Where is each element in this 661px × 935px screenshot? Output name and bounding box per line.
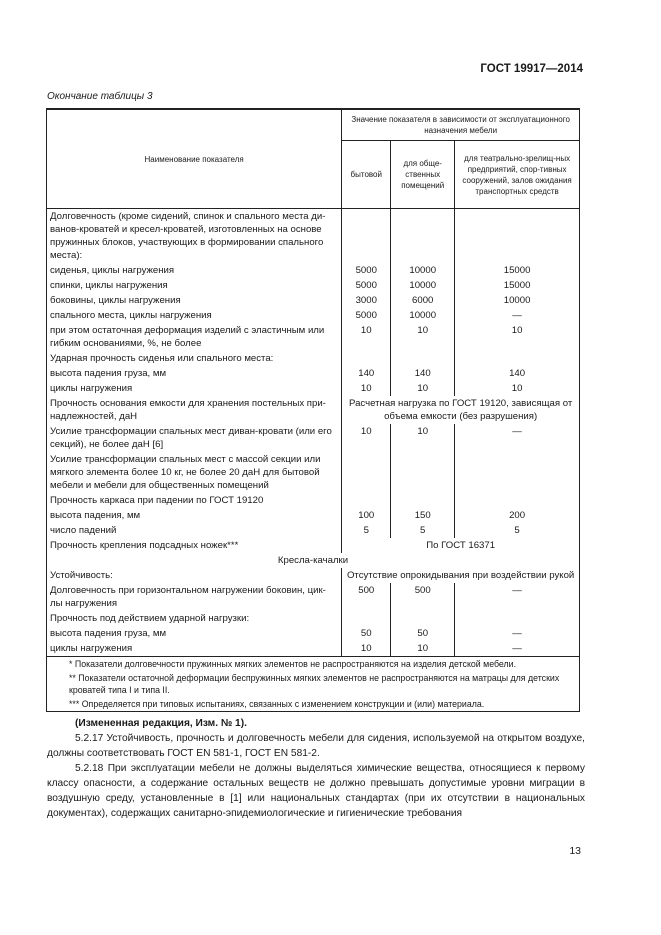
value-theatre [455,452,580,493]
column-header-home: бытовой [342,141,391,209]
value-public: 10 [391,641,455,657]
row-label: сиденья, циклы нагружения [47,263,342,278]
row-label: при этом остаточная деформация изделий с эластичным или гибким основаниями, %, не более [47,323,342,351]
value-home [342,611,391,626]
value-theatre: 5 [455,523,580,538]
row-label: циклы нагружения [47,381,342,396]
value-public [391,493,455,508]
value-home: 100 [342,508,391,523]
row-label: Долговечность при горизонтальном нагружении боковин, цик-лы нагружения [47,583,342,611]
merged-value-cell: По ГОСТ 16371 [342,538,580,553]
value-theatre: 140 [455,366,580,381]
table-row [47,452,580,493]
row-label: высота падения, мм [47,508,342,523]
table-row [47,424,580,452]
standard-number: ГОСТ 19917—2014 [480,63,583,75]
value-home: 10 [342,381,391,396]
value-theatre: 15000 [455,278,580,293]
row-label: Ударная прочность сиденья или спального места: [47,351,342,366]
value-theatre [455,209,580,264]
value-public: 10000 [391,308,455,323]
value-public: 10000 [391,278,455,293]
row-label: Устойчивость: [47,568,342,583]
table-row [47,396,580,424]
value-home: 5 [342,523,391,538]
table-row [47,583,580,611]
value-public [391,209,455,264]
value-theatre: — [455,626,580,641]
table-row [47,641,580,657]
row-label: спального места, циклы нагружения [47,308,342,323]
table-row [47,308,580,323]
table-footnote: ** Показатели остаточной деформации беспружинных мягких элементов не распространяются на матрацы для детских кроватей типа I и типа II. [47,671,580,697]
value-public: 50 [391,626,455,641]
value-theatre [455,493,580,508]
value-home: 5000 [342,278,391,293]
value-public [391,351,455,366]
page-number: 13 [569,845,581,857]
row-label: Прочность под действием ударной нагрузки: [47,611,342,626]
value-home: 5000 [342,263,391,278]
footnote-row [47,657,580,672]
row-label: Прочность крепления подсадных ножек*** [47,538,342,553]
row-label: циклы нагружения [47,641,342,657]
value-public: 150 [391,508,455,523]
section-title-rocking-chairs: Кресла-качалки [47,553,580,568]
value-home: 140 [342,366,391,381]
table-row [47,351,580,366]
value-public [391,452,455,493]
table-row [47,381,580,396]
row-label: Усилие трансформации спальных мест диван-кровати (или его секций), не более даН [6] [47,424,342,452]
row-label: спинки, циклы нагружения [47,278,342,293]
merged-value-cell: Отсутствие опрокидывания при воздействии рукой [342,568,580,583]
table-row [47,263,580,278]
merged-value-cell: Расчетная нагрузка по ГОСТ 19120, зависящая от объема емкости (без разрушения) [342,396,580,424]
value-home: 10 [342,323,391,351]
value-theatre: 15000 [455,263,580,278]
body-text [47,716,585,821]
value-home [342,452,391,493]
value-public [391,611,455,626]
value-public: 5 [391,523,455,538]
paragraph-5-2-18: 5.2.18 При эксплуатации мебели не должны выделяться химические вещества, относящиеся к первому классу опасности, а содержание остальных веществ не должно превышать допустимые уровни миграции в воздушную среду, установленные в [1] или национальных стандартах (при их отсутствии в национальных документах), содержащих санитарно-эпидемиологические и гигиенические требования [47,763,585,819]
table-row [47,611,580,626]
row-label: Усилие трансформации спальных мест с массой секции или мягкого элемента более 10 кг, не более 20 даН для бытовой мебели и мебели для общественных помещений [47,452,342,493]
value-home: 3000 [342,293,391,308]
edit-note: (Измененная редакция, Изм. № 1). [75,718,247,729]
table-row [47,538,580,553]
value-theatre [455,611,580,626]
value-home: 500 [342,583,391,611]
value-home [342,493,391,508]
row-label: боковины, циклы нагружения [47,293,342,308]
value-public: 6000 [391,293,455,308]
value-public: 500 [391,583,455,611]
table-row [47,493,580,508]
value-theatre [455,351,580,366]
table-row [47,508,580,523]
table-row [47,293,580,308]
value-theatre: 200 [455,508,580,523]
value-home [342,209,391,264]
table-footnote: *** Определяется при типовых испытаниях, связанных с изменением конструкции и (или) материала. [47,697,580,712]
table-row [47,568,580,583]
value-theatre: — [455,641,580,657]
value-theatre: — [455,583,580,611]
value-home: 10 [342,424,391,452]
column-header-theatre: для театрально-зрелищ-ных предприятий, спор-тивных сооружений, залов ожидания транспортных средств [455,141,580,209]
value-home: 10 [342,641,391,657]
value-public: 10000 [391,263,455,278]
value-theatre: 10 [455,381,580,396]
column-header-public: для обще-ственных помещений [391,141,455,209]
value-theatre: — [455,424,580,452]
value-home: 5000 [342,308,391,323]
section-row [47,553,580,568]
column-header-name: Наименование показателя [47,109,342,209]
value-theatre: 10000 [455,293,580,308]
footnote-row [47,671,580,697]
column-header-group: Значение показателя в зависимости от эксплуатационного назначения мебели [342,109,580,141]
paragraph-5-2-17: 5.2.17 Устойчивость, прочность и долговечность мебели для сидения, используемой на открытом воздухе, должны соответствовать ГОСТ EN 581-1, ГОСТ EN 581-2. [47,733,585,759]
table-row [47,278,580,293]
value-home [342,351,391,366]
table-row [47,523,580,538]
table-row [47,323,580,351]
row-label: число падений [47,523,342,538]
footnote-row [47,697,580,712]
row-label: Прочность основания емкости для хранения постельных при-надлежностей, даН [47,396,342,424]
row-label: Прочность каркаса при падении по ГОСТ 19120 [47,493,342,508]
value-public: 10 [391,323,455,351]
table-row [47,366,580,381]
specification-table [46,108,580,712]
value-theatre: 10 [455,323,580,351]
table-row [47,626,580,641]
table-row [47,209,580,264]
value-home: 50 [342,626,391,641]
value-public: 140 [391,366,455,381]
row-label: высота падения груза, мм [47,366,342,381]
row-label: Долговечность (кроме сидений, спинок и спального места ди-ванов-кроватей и кресел-кроватей, изготовленных на основе пружинных блоков, участвующих в формировании спального места): [47,209,342,264]
value-theatre: — [455,308,580,323]
table-footnote: * Показатели долговечности пружинных мягких элементов не распространяются на изделия детской мебели. [47,657,580,672]
table-caption: Окончание таблицы 3 [47,91,153,102]
value-public: 10 [391,424,455,452]
value-public: 10 [391,381,455,396]
row-label: высота падения груза, мм [47,626,342,641]
